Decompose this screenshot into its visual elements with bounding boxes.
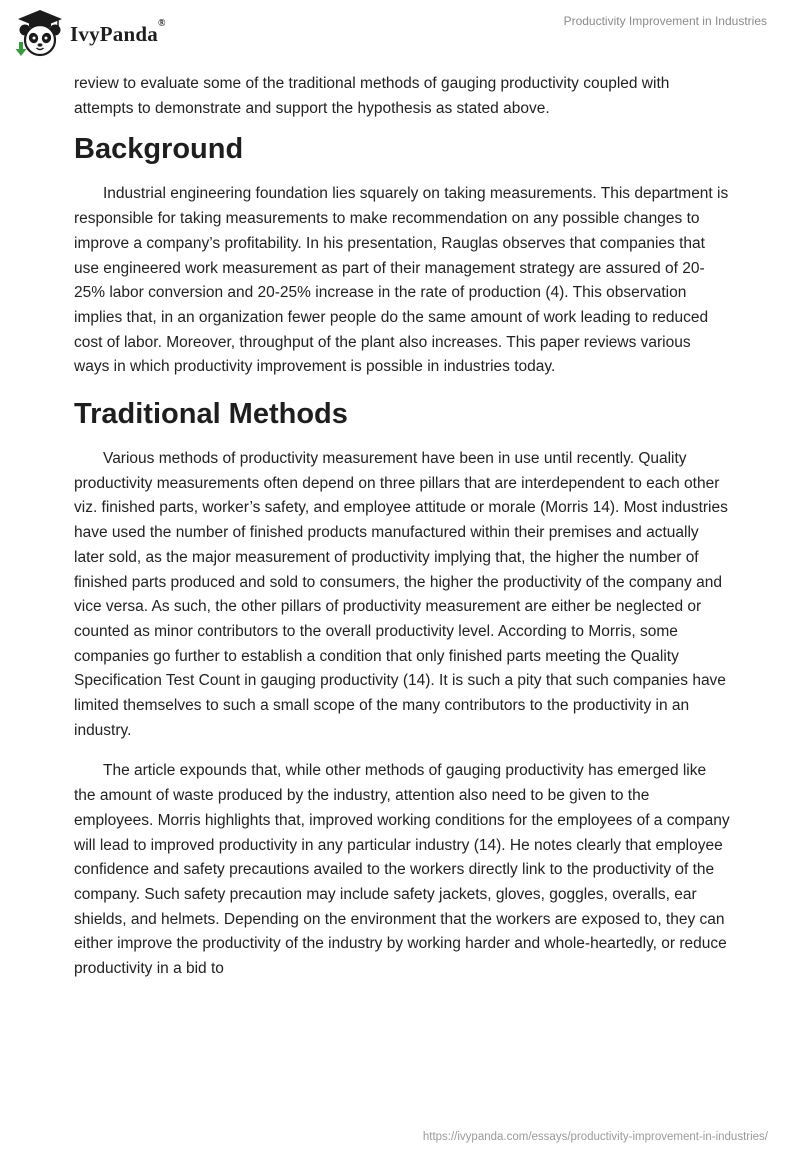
panda-logo-icon: [14, 8, 66, 58]
intro-continuation: review to evaluate some of the traditional methods of gauging productivity coupled with attempts to demonstrate and support the hypothesis as stated above.: [74, 75, 670, 117]
brand-name-text: IvyPanda: [70, 21, 158, 46]
source-url-link[interactable]: https://ivypanda.com/essays/productivity-improvement-in-industries/: [422, 1131, 768, 1143]
paragraph-traditional-2: The article expounds that, while other methods of gauging productivity has emerged like the amount of waste produced by the industry, attention also need to be given to the employees. Morris highlights that, improved working conditions for the employees of a company will lead to improved productivity in any particular industry (14). He notes clearly that employee confidence and safety precautions availed to the workers directly link to the productivity of the company. Such safety precaution may include safety jackets, gloves, goggles, overalls, ear shields, and helmets. Depending on the environment that the workers are exposed to, they can either improve the productivity of the industry by working harder and whole-heartedly, or reduce productivity in a bid to: [74, 762, 730, 978]
paragraph-traditional-1: Various methods of productivity measurement have been in use until recently. Quality productivity measurements often depend on three pillars that are interdependent to each other viz. finished parts, worker’s safety, and employee attitude or morale (Morris 14). Most industries have used the number of finished products manufactured within their premises and actually later sold, as the major measurement of productivity implying that, the higher the number of finished parts produced and sold to consumers, the higher the productivity of the company and vice versa. As such, the other pillars of productivity measurement are either be neglected or counted as minor contributors to the overall productivity level. According to Morris, some companies go further to establish a condition that only finished parts meeting the Quality Specification Test Count in gauging productivity (14). It is such a pity that such companies have limited themselves to such a small scope of the many contributors to the productivity in an industry.: [74, 450, 728, 739]
brand-logo[interactable]: [14, 8, 166, 58]
page-header: [0, 0, 800, 70]
section-heading-background: Background: [74, 133, 244, 166]
paragraph-background-1: Industrial engineering foundation lies squarely on taking measurements. This department is responsible for taking measurements to make recommendation on any possible changes to improve a company’s profitability. In his presentation, Rauglas observes that companies that use engineered work measurement as part of their management strategy are assured of 20-25% labor conversion and 20-25% increase in the rate of production (4). This observation implies that, in an organization fewer people do the same amount of work leading to reduced cost of labor. Moreover, throughput of the plant also increases. This paper reviews various ways in which productivity improvement is possible in industries today.: [74, 185, 729, 376]
document-body: [74, 72, 730, 982]
section-heading-traditional-methods: Traditional Methods: [74, 398, 348, 431]
running-title: Productivity Improvement in Industries: [563, 14, 767, 28]
registered-mark: ®: [157, 17, 166, 29]
brand-name: [70, 17, 166, 47]
